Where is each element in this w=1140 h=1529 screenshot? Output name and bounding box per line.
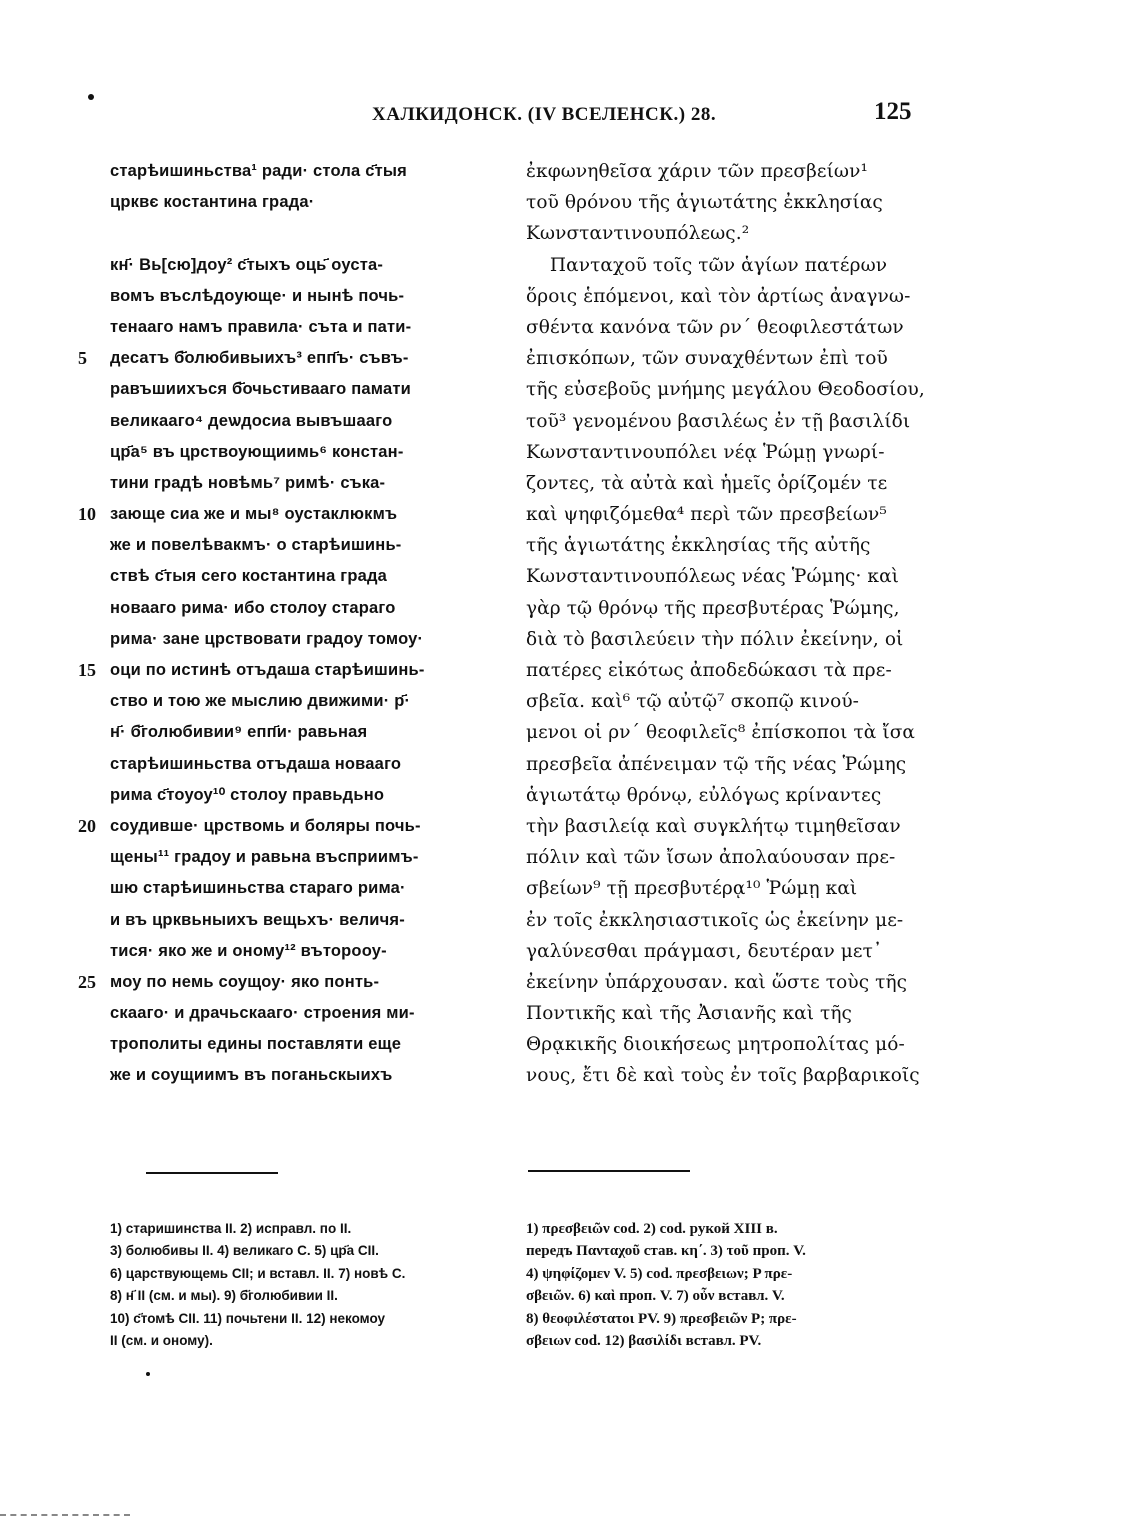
footnote-line: 1) πρεσβειῶν cod. 2) cod. рукой XIII в. [526,1221,778,1237]
text-line: десатъ б҃олюбивыихъ³ епп҃ъ· съвъ- [110,349,409,368]
text-line: рима с҃тоуоу¹⁰ столоу правьдьно [110,785,385,804]
text-line: τὴν βασιλείᾳ καὶ συγκλήτῳ τιμηθεῖσαν [526,815,901,837]
text-line: γὰρ τῷ θρόνῳ τῆς πρεσβυτέρας Ῥώμης, [526,597,900,619]
line-number: 15 [78,660,96,681]
text-line: и въ црквьныихъ вещьхъ· величя- [110,910,405,929]
text-line: σθέντα κανόνα τῶν ρν΄ θεοφιλεστάτων [526,316,904,338]
footnote-line: σβειων cod. 12) βασιλίδι вставл. PV. [526,1332,762,1349]
text-line: πατέρες εἰκότως ἀποδεδώκασι τὰ πρε- [526,660,892,681]
text-line: старѣишиньства отъдаша новааго [110,754,402,773]
line-number: 20 [78,816,96,837]
text-line: καὶ ψηφιζόμεθα⁴ περὶ τῶν πρεσβείων⁵ [526,504,887,526]
text-line: вомъ въслѣдоующе· и нынѣ почь- [110,286,405,305]
footnote-rule-right [528,1170,690,1172]
footnote-line: σβειῶν. 6) καὶ проп. V. 7) οὖν вставл. V. [526,1288,785,1305]
text-line: πόλιν καὶ τῶν ἴσων ἀπολαύουσαν πρε- [526,847,896,869]
text-line: ство и тою же мыслию движими· р҃· [110,692,411,711]
margin-dot-top [88,94,94,100]
text-line: Κωνσταντινουπόλεως.² [526,223,750,245]
text-line: ἐκείνην ὑπάρχουσαν. καὶ ὥστε τοὺς τῆς [526,971,908,993]
text-line: διὰ τὸ βασιλεύειν τὴν πόλιν ἐκείνην, οἱ [526,628,904,650]
text-line: трополиты едины поставляти еще [110,1035,402,1054]
text-line: ὅροις ἑπόμενοι, καὶ τὸν ἀρτίως ἀναγνω- [526,285,911,307]
text-line: Πανταχοῦ τοῖς τῶν ἁγίων πατέρων [526,254,888,276]
text-line: н҃· б҃голюбивии⁹ епп҃и· равьная [110,723,368,742]
text-line: тини градѣ новѣмь⁷ римѣ· съка- [110,473,386,492]
text-line: μενοι οἱ ρν΄ θεοφιλεῖς⁸ ἐπίσκοποι τὰ ἴσα [526,722,916,744]
slavonic-column [110,156,502,1092]
footnote-line: 4) ψηφίζομεν V. 5) cod. πρεσβειων; P πρε- [526,1265,793,1282]
footnote-rule-left [146,1172,278,1174]
text-line: πρεσβεῖα ἀπένειμαν τῷ τῆς νέας Ῥώμης [526,753,907,775]
text-line: моу по немь соущоу· яко понть- [110,972,380,991]
margin-dot-bottom [146,1372,150,1376]
text-line: скааго· и драчьскааго· строения ми- [110,1004,415,1023]
footnote-line: II (см. и оному). [110,1332,213,1348]
text-line: ζοντες, τὰ αὐτὰ καὶ ἡμεῖς ὁρίζομέν τε [526,472,888,494]
text-line: γαλύνεσθαι πράγμασι, δευτέραν μετ᾽ [526,940,883,962]
text-line: Θρᾳκικῆς διοικήσεως μητροπολίτας μό- [526,1034,905,1056]
text-line: σβεῖα. καὶ⁶ τῷ αὐτῷ⁷ σκοπῷ κινού- [526,691,860,713]
text-line: зающе сиа же и мы⁸ оустаклюкмъ [110,505,398,524]
text-line: Κωνσταντινουπόλεως νέας Ῥώμης· καὶ [526,566,900,588]
footnote-line: 8) θεοφιλέστατοι PV. 9) πρεσβειῶν P; πρε- [526,1310,797,1327]
text-line: црквє костантина града· [110,193,315,212]
footnote-line: 6) царствующемь СII; и вставл. II. 7) новѣ С. [110,1265,406,1281]
text-line: же и соущиимъ въ поганьскыихъ [110,1066,393,1085]
text-line: великааго⁴ деѡдосиа вывъшааго [110,411,393,430]
text-line: τῆς εὐσεβοῦς μνήμης μεγάλου Θεοδοσίου, [526,379,925,401]
text-line: ἐπισκόπων, τῶν συναχθέντων ἐπὶ τοῦ [526,348,888,370]
page-number: 125 [874,98,912,125]
footnotes-right [526,1218,916,1352]
footnotes-left [110,1218,502,1352]
line-number: 10 [78,504,96,525]
line-number: 25 [78,972,96,993]
text-line: цр҃а⁵ въ црствоующиимь⁶ констан- [110,442,404,461]
text-line: тенааго намъ правила· съта и пати- [110,317,412,336]
text-line: Ποντικῆς καὶ τῆς Ἀσιανῆς καὶ τῆς [526,1003,853,1025]
scan-edge-marks [0,1514,130,1516]
text-line: Κωνσταντινουπόλει νέᾳ Ῥώμῃ γνωρί- [526,441,885,463]
footnote-line: 8) н҃ II (см. и мы). 9) б҃голюбивии II. [110,1288,338,1304]
footnote-line: передъ Πανταχοῦ став. κη΄. 3) τοῦ проп. V. [526,1243,806,1260]
text-line: ствѣ с҃тыя сего костантина града [110,567,388,586]
text-line: шю старѣишиньства стараго рима· [110,879,406,898]
text-line: равъшиихъся б҃очьстивааго памати [110,380,411,399]
text-line: σβείων⁹ τῇ πρεσβυτέρᾳ¹⁰ Ῥώμῃ καὶ [526,878,858,900]
text-line: рима· зане црствовати градоу томоу· [110,629,424,648]
footnote-line: 10) с҃томѣ СII. 11) почьтени II. 12) некомоу [110,1310,386,1326]
text-line: новааго рима· ибо столоу стараго [110,598,396,617]
text-line: ἐν τοῖς ἐκκλησιαστικοῖς ὡς ἐκείνην με- [526,909,904,931]
line-number: 5 [78,348,87,369]
text-line: старѣишиньства¹ ради· стола с҃тыя [110,162,407,180]
text-line: ἁγιωτάτῳ θρόνῳ, εὐλόγως κρίναντες [526,784,882,806]
text-line: кн҃· Вь[сю]доу² с҃тыхъ оць҃ оуста- [110,255,384,274]
text-line: τοῦ³ γενομένου βασιλέως ἐν τῇ βασιλίδι [526,410,911,432]
running-header-title: ХАЛКИДОНСК. (IV ВСЕЛЕНСК.) 28. [372,104,717,125]
text-line: τοῦ θρόνου τῆς ἁγιωτάτης ἐκκλησίας [526,192,883,214]
text-line: же и повелѣвакмъ· о старѣишинь- [110,536,402,555]
text-line: оци по истинѣ отъдаша старѣишинь- [110,661,425,679]
footnote-line: 3) болюбивы II. 4) великаго C. 5) цр҃а СII. [110,1243,379,1259]
text-line: τῆς ἁγιωτάτης ἐκκλησίας τῆς αὐτῆς [526,535,871,557]
text-line: щены¹¹ градоу и равьна въсприимъ- [110,848,419,867]
text-line: ἐκφωνηθεῖσα χάριν τῶν πρεσβείων¹ [526,161,868,182]
text-line: тися· яко же и оному¹² въторооу- [110,941,387,960]
text-line: νους, ἔτι δὲ καὶ τοὺς ἐν τοῖς βαρβαρικοῖς [526,1065,920,1087]
text-line: соудивше· црствомь и боляры почь- [110,816,421,835]
footnote-line: 1) старишинства II. 2) исправл. по II. [110,1221,352,1236]
greek-column [526,156,925,1092]
